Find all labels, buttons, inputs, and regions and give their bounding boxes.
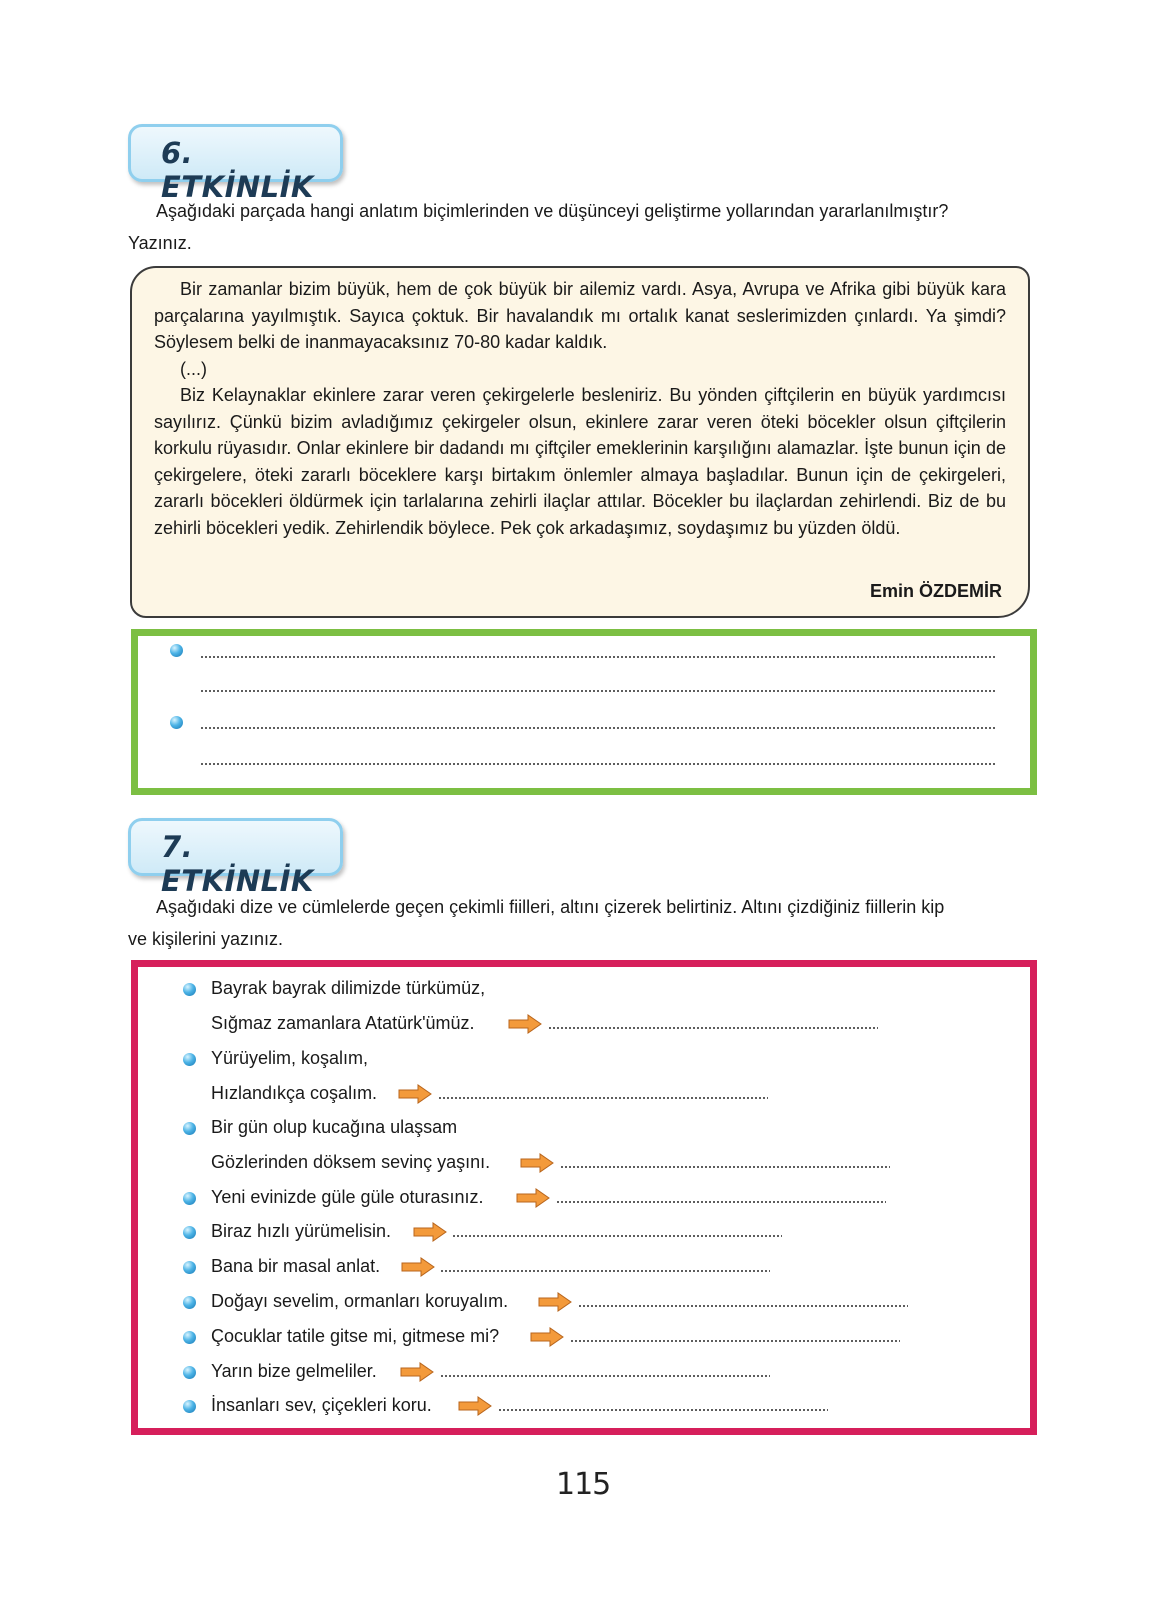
passage-paragraph-1: Bir zamanlar bizim büyük, hem de çok büyük bir ailemiz vardı. Asya, Avrupa ve Afrika gibi büyük kara parçalarına yayılmıştık. Sayıca çoktuk. Bir havalandık mı ortalık kanat seslerimizden çınlardı. Ya şimdi? Söylesem belki de inanmayacaksınız 70-80 kadar kaldık. xyxy=(154,279,1006,352)
item-10-answer-line[interactable] xyxy=(498,1409,828,1411)
answer-line-1[interactable] xyxy=(200,656,996,658)
item-1-line-2: Sığmaz zamanlara Atatürk'ümüz. xyxy=(211,1013,475,1033)
reading-passage xyxy=(130,266,1030,618)
activity-6-instruction-line2: Yazınız. xyxy=(128,233,192,253)
activity-7-title: 7. ETKİNLİK xyxy=(161,830,314,898)
blue-dot-bullet-icon xyxy=(183,1053,196,1066)
activity-6-title: 6. ETKİNLİK xyxy=(161,136,314,204)
orange-right-arrow-icon xyxy=(530,1327,564,1347)
orange-right-arrow-icon xyxy=(520,1153,554,1173)
blue-dot-bullet-icon xyxy=(183,1400,196,1413)
answer-line-4[interactable] xyxy=(200,763,996,765)
item-9-line-1: Yarın bize gelmeliler. xyxy=(211,1361,377,1381)
blue-dot-bullet-icon xyxy=(170,644,183,657)
activity-7-instruction-line1: Aşağıdaki dize ve cümlelerde geçen çekimli fiilleri, altını çizerek belirtiniz. Altını çizdiğiniz fiillerin kip xyxy=(156,897,945,917)
blue-dot-bullet-icon xyxy=(183,1192,196,1205)
item-8-line-1: Çocuklar tatile gitse mi, gitmese mi? xyxy=(211,1326,500,1346)
item-4-answer-line[interactable] xyxy=(556,1201,886,1203)
activity-6-instruction xyxy=(128,195,1040,259)
blue-dot-bullet-icon xyxy=(183,1122,196,1135)
activity-7-instruction xyxy=(128,891,1040,955)
item-2-line-1: Yürüyelim, koşalım, xyxy=(211,1048,369,1068)
blue-dot-bullet-icon xyxy=(183,1296,196,1309)
activity-6-instruction-line1: Aşağıdaki parçada hangi anlatım biçimlerinden ve düşünceyi geliştirme yollarından yararlanılmıştır? xyxy=(156,201,949,221)
item-3-answer-line[interactable] xyxy=(560,1166,890,1168)
orange-right-arrow-icon xyxy=(401,1257,435,1277)
item-1-answer-line[interactable] xyxy=(548,1027,878,1029)
item-5-line-1: Biraz hızlı yürümelisin. xyxy=(211,1221,392,1241)
orange-right-arrow-icon xyxy=(516,1188,550,1208)
orange-right-arrow-icon xyxy=(508,1014,542,1034)
item-2-line-2: Hızlandıkça coşalım. xyxy=(211,1083,378,1103)
blue-dot-bullet-icon xyxy=(170,716,183,729)
orange-right-arrow-icon xyxy=(538,1292,572,1312)
blue-dot-bullet-icon xyxy=(183,1226,196,1239)
item-6-line-1: Bana bir masal anlat. xyxy=(211,1256,381,1276)
answer-line-2[interactable] xyxy=(200,690,996,692)
activity-7-exercise-box xyxy=(131,960,1037,1435)
blue-dot-bullet-icon xyxy=(183,983,196,996)
activity-6-heading xyxy=(128,124,343,204)
item-9-answer-line[interactable] xyxy=(440,1375,770,1377)
page-number: 115 xyxy=(556,1467,611,1502)
passage-paragraph-2: Biz Kelaynaklar ekinlere zarar veren çekirgelerle besleniriz. Bu yönden çiftçilerin en büyük yardımcısı sayılırız. Çünkü bizim avladığımız çekirgeler olsun, ekinlere zarar veren öteki böcekler olsun çiftçilerin korkulu rüyasıdır. Onlar ekinlere bir dadandı mı çiftçiler emeklerinin karşılığını alamazlar. İşte bunun için de çekirgelere, öteki zararlı böceklere karşı birtakım önlemler almaya başladılar. Bunun için de çekirgeleri, zararlı böcekleri öldürmek için tarlalarına zehirli ilaçlar attılar. Böcekler bu ilaçlardan zehirlendi. Biz de bu zehirli böcekleri yedik. Zehirlendik böylece. Pek çok arkadaşımız, soydaşımız bu yüzden öldü. xyxy=(154,385,1006,538)
activity-7-heading xyxy=(128,818,343,898)
item-10-line-1: İnsanları sev, çiçekleri koru. xyxy=(211,1395,432,1415)
orange-right-arrow-icon xyxy=(458,1396,492,1416)
item-3-line-1: Bir gün olup kucağına ulaşsam xyxy=(211,1117,458,1137)
item-7-answer-line[interactable] xyxy=(578,1305,908,1307)
item-1-line-1: Bayrak bayrak dilimizde türkümüz, xyxy=(211,978,486,998)
passage-ellipsis: (...) xyxy=(180,359,207,379)
activity-7-instruction-line2: ve kişilerini yazınız. xyxy=(128,929,284,949)
item-5-answer-line[interactable] xyxy=(452,1235,782,1237)
orange-right-arrow-icon xyxy=(400,1362,434,1382)
item-4-line-1: Yeni evinizde güle güle oturasınız. xyxy=(211,1187,484,1207)
item-6-answer-line[interactable] xyxy=(440,1270,770,1272)
orange-right-arrow-icon xyxy=(413,1222,447,1242)
blue-dot-bullet-icon xyxy=(183,1331,196,1344)
item-7-line-1: Doğayı sevelim, ormanları koruyalım. xyxy=(211,1291,509,1311)
blue-dot-bullet-icon xyxy=(183,1261,196,1274)
answer-line-3[interactable] xyxy=(200,727,996,729)
passage-author: Emin ÖZDEMİR xyxy=(869,581,1002,601)
item-3-line-2: Gözlerinden döksem sevinç yaşını. xyxy=(211,1152,491,1172)
blue-dot-bullet-icon xyxy=(183,1366,196,1379)
orange-right-arrow-icon xyxy=(398,1084,432,1104)
activity-6-answer-box xyxy=(131,629,1037,795)
item-8-answer-line[interactable] xyxy=(570,1340,900,1342)
item-2-answer-line[interactable] xyxy=(438,1097,768,1099)
